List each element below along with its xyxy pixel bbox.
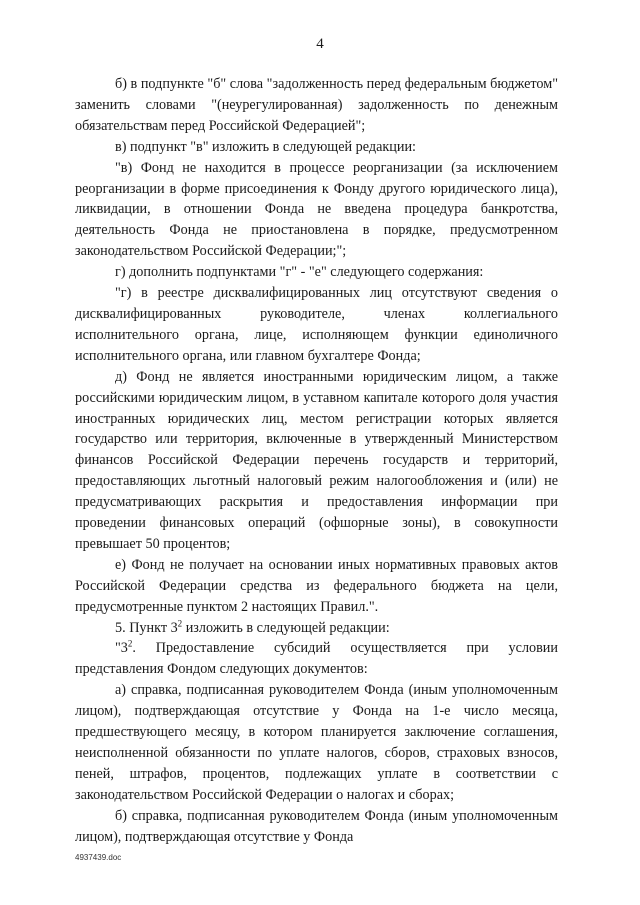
point-3-2-text-end: . Предоставление субсидий осуществляется при условии представления Фондом следующих документов: — [75, 640, 558, 678]
paragraph-point-5 — [75, 618, 558, 639]
point-5-superscript: 2 — [177, 617, 183, 628]
document-body — [75, 74, 558, 848]
point-3-2-superscript: 2 — [127, 638, 133, 649]
paragraph-a-certificate: а) справка, подписанная руководителем Фонда (иным уполномоченным лицом), подтверждающая отсутствие у Фонда на 1-е число месяца, предшествующего месяцу, в котором планируется заключение соглашения, неисполненной обязанности по уплате налогов, сборов, страховых взносов, пеней, штрафов, процентов, подлежащих уплате в соответствии с законодательством Российской Федерации о налогах и сборах; — [75, 682, 558, 803]
paragraph-g-intro: г) дополнить подпунктами "г" - "е" следующего содержания: — [115, 264, 484, 281]
paragraph-b-subpoint: б) в подпункте "б" слова "задолженность перед федеральным бюджетом" заменить словами "(неурегулированная) задолженность по денежным обязательствам перед Российской Федерацией"; — [75, 76, 558, 134]
point-3-2-text-start: "3 — [115, 640, 128, 657]
paragraph-e-text: е) Фонд не получает на основании иных нормативных правовых актов Российской Федерации средства из федерального бюджета на цели, предусмотренные пунктом 2 настоящих Правил.". — [75, 556, 558, 615]
paragraph-b-certificate: б) справка, подписанная руководителем Фонда (иным уполномоченным лицом), подтверждающая отсутствие у Фонда — [75, 807, 558, 845]
paragraph-d-text: д) Фонд не является иностранными юридическим лицом, а также российскими юридическим лицом, в уставном капитале которого доля участия иностранных юридических лиц, местом регистрации которых является государство или территория, включенные в утвержденный Министерством финансов Российской Федерации перечень государств и территорий, предоставляющих льготный налоговый режим налогообложения и (или) не предусматривающих раскрытия и предоставления информации при проведении финансовых операций (офшорные зоны), в совокупности превышает 50 процентов; — [75, 368, 558, 552]
paragraph-g-text: "г) в реестре дисквалифицированных лиц отсутствуют сведения о дисквалифицированных руководителе, членах коллегиального исполнительного органа, лице, исполняющем функции единоличного исполнительного органа, или главном бухгалтере Фонда; — [75, 285, 558, 364]
point-5-text-end: изложить в следующей редакции: — [182, 619, 390, 636]
paragraph-v-text: "в) Фонд не находится в процессе реорганизации (за исключением реорганизации в форме присоединения к Фонду другого юридического лица), ликвидации, в отношении Фонда не введена процедура банкротства, деятельность Фонда не приостановлена в порядке, предусмотренном законодательством Российской Федерации;"; — [75, 159, 558, 260]
paragraph-point-3-2 — [75, 638, 558, 680]
paragraph-v-intro: в) подпункт "в" изложить в следующей редакции: — [115, 138, 416, 155]
document-file-footer: 4937439.doc — [75, 853, 122, 862]
page-number: 4 — [316, 36, 324, 52]
point-5-text-start: 5. Пункт 3 — [115, 619, 178, 636]
